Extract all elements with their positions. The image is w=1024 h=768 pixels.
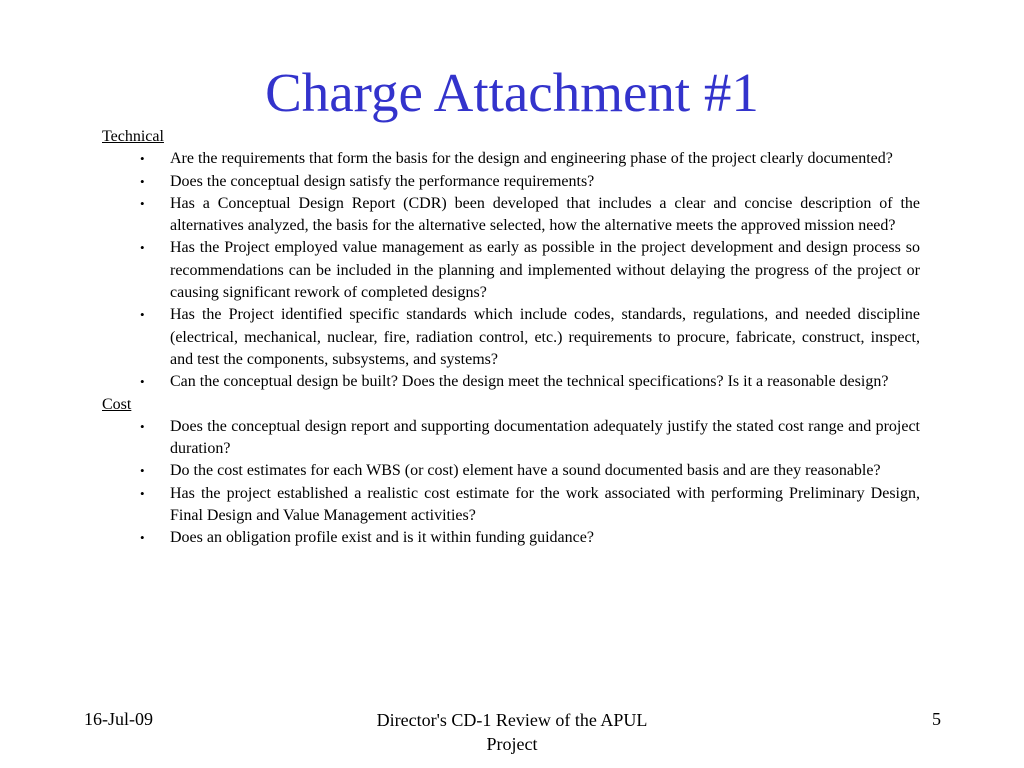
list-item-text: Are the requirements that form the basis for the design and engineering phase of the project clearly documented?	[170, 150, 893, 168]
section-heading-technical: Technical	[102, 128, 164, 145]
slide-body	[102, 126, 920, 550]
list-item	[102, 483, 920, 528]
list-item-text: Does the conceptual design satisfy the performance requirements?	[170, 172, 595, 190]
bullet-icon: •	[140, 485, 145, 501]
bullet-icon: •	[140, 374, 145, 390]
list-item	[102, 416, 920, 461]
list-item	[102, 304, 920, 371]
footer-page-number: 5	[932, 709, 941, 729]
list-item-text: Has the Project identified specific standards which include codes, standards, regulations, and needed discipline (electrical, mechanical, nuclear, fire, radiation control, etc.) requirements to procure, fabricate, construct, inspect, and test the components, subsystems, and systems?	[170, 306, 920, 368]
list-item-text: Does the conceptual design report and supporting documentation adequately justify the stated cost range and project duration?	[170, 417, 920, 458]
list-item-text: Has a Conceptual Design Report (CDR) been developed that includes a clear and concise description of the alternatives analyzed, the basis for the alternative selected, how the alternative meets the approved mission need?	[170, 194, 920, 235]
bullet-icon: •	[140, 240, 145, 256]
list-item	[102, 371, 920, 393]
bullet-icon: •	[140, 530, 145, 546]
list-item	[102, 527, 920, 549]
bullet-icon: •	[140, 418, 145, 434]
list-item	[102, 171, 920, 193]
list-item	[102, 148, 920, 170]
list-item	[102, 193, 920, 238]
list-item-text: Has the Project employed value management as early as possible in the project development and design process so recommendations can be included in the planning and implemented without delaying the progress of the project or causing significant rework of completed designs?	[170, 239, 920, 302]
list-item	[102, 460, 920, 482]
list-item-text: Do the cost estimates for each WBS (or cost) element have a sound documented basis and are they reasonable?	[170, 462, 881, 480]
list-item-text: Has the project established a realistic cost estimate for the work associated with performing Preliminary Design, Final Design and Value Management activities?	[170, 484, 920, 525]
technical-bullet-list	[102, 148, 920, 393]
bullet-icon: •	[140, 173, 145, 189]
bullet-icon: •	[140, 195, 145, 211]
section-technical	[102, 126, 920, 394]
list-item-text: Does an obligation profile exist and is it within funding guidance?	[170, 529, 594, 547]
list-item	[102, 237, 920, 304]
footer-date: 16-Jul-09	[84, 709, 153, 729]
section-heading-cost: Cost	[102, 395, 132, 413]
bullet-icon: •	[140, 151, 145, 167]
cost-bullet-list	[102, 416, 920, 550]
list-item-text: Can the conceptual design be built? Does the design meet the technical specifications? Is it a reasonable design?	[170, 373, 889, 391]
section-cost	[102, 394, 920, 550]
slide-title: Charge Attachment #1	[265, 62, 759, 123]
footer-title: Director's CD-1 Review of the APUL Project	[376, 710, 648, 754]
bullet-icon: •	[140, 307, 145, 323]
bullet-icon: •	[140, 463, 145, 479]
